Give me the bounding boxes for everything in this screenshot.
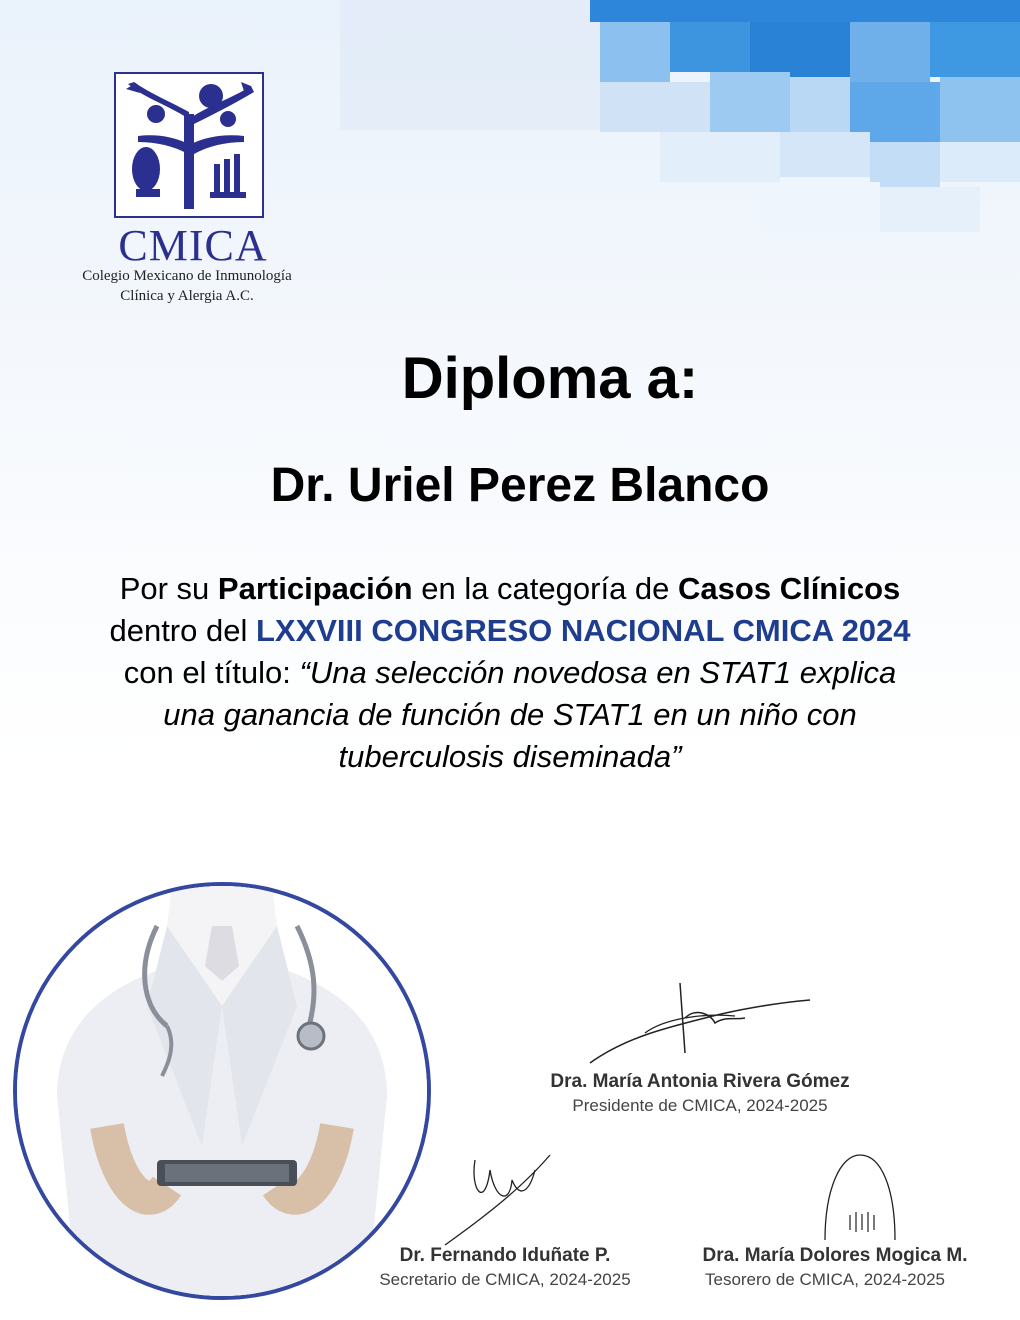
treasurer-name: Dra. María Dolores Mogica M.	[702, 1245, 968, 1266]
logo-emblem	[114, 72, 264, 218]
president-role: Presidente de CMICA, 2024-2025	[572, 1096, 828, 1115]
secretary-signature	[440, 1150, 560, 1250]
body-text-segment: Por su	[119, 571, 218, 606]
president-name: Dra. María Antonia Rivera Gómez	[550, 1071, 850, 1092]
body-line-3	[20, 652, 1000, 694]
logo-subtitle	[62, 266, 312, 306]
category-label: Casos Clínicos	[678, 571, 901, 606]
body-line-1	[20, 568, 1000, 610]
tree-emblem-icon	[116, 74, 262, 216]
work-title-line1: “Una selección novedosa en STAT1 explica	[299, 655, 897, 690]
secretary-name: Dr. Fernando Iduñate P.	[399, 1245, 611, 1266]
work-title-line2: una ganancia de función de STAT1 en un niño con	[163, 697, 857, 732]
congress-name: LXXVIII CONGRESO NACIONAL CMICA 2024	[255, 613, 911, 648]
diploma-body	[20, 568, 1000, 778]
secretary-role: Secretario de CMICA, 2024-2025	[379, 1270, 631, 1289]
treasurer-role: Tesorero de CMICA, 2024-2025	[704, 1270, 946, 1289]
logo-subtitle-line2: Clínica y Alergia A.C.	[120, 288, 254, 304]
doctor-illustration	[17, 886, 427, 1296]
doctor-photo	[13, 882, 431, 1300]
participation-label: Participación	[217, 571, 413, 606]
body-line-4	[20, 694, 1000, 736]
diploma-heading: Diploma a:	[401, 346, 699, 411]
president-signature	[585, 978, 815, 1068]
body-line-2	[20, 610, 1000, 652]
body-text-segment: en la categoría de	[412, 571, 679, 606]
body-line-5	[20, 736, 1000, 778]
recipient-name: Dr. Uriel Perez Blanco	[270, 459, 770, 512]
body-text-segment: dentro del	[109, 613, 256, 648]
work-title-line3: tuberculosis diseminada”	[338, 739, 682, 774]
logo-subtitle-line1: Colegio Mexicano de Inmunología	[82, 268, 292, 284]
logo-name: CMICA	[118, 221, 268, 270]
body-text-segment: con el título:	[123, 655, 300, 690]
treasurer-signature	[820, 1150, 900, 1245]
